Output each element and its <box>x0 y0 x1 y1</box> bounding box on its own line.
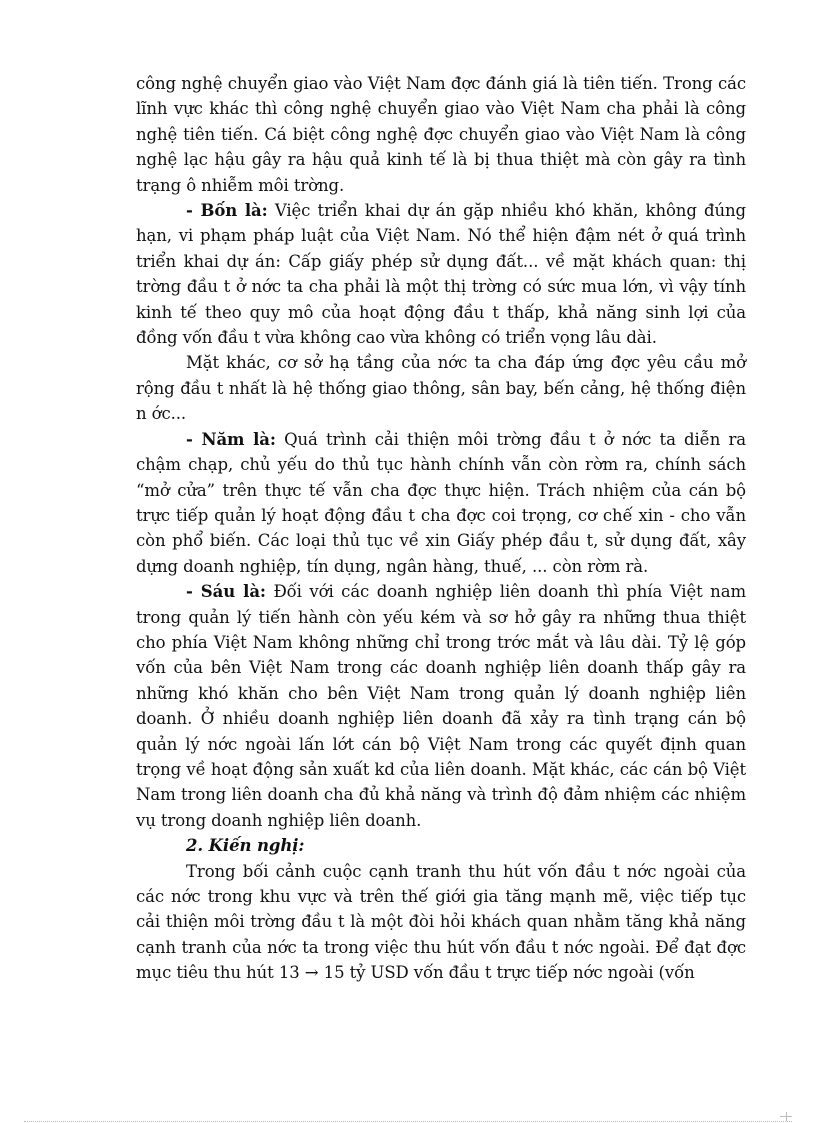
document-page <box>136 71 746 986</box>
paragraph-body-nam-la: Quá trình cải thiện môi trờng đầu t ở nớc ta diễn ra chậm chạp, chủ yếu do thủ tục hành chính vẫn còn rờm ra, chính sách “mở cửa” trên thực tế vẫn cha đợc thực hiện. Trách nhiệm của cán bộ trực tiếp quản lý hoạt động đầu t cha đợc coi trọng, cơ chế xin - cho vẫn còn phổ biến. Các loại thủ tục về xin Giấy phép đầu t, sử dụng đất, xây dựng doanh nghiệp, tín dụng, ngân hàng, thuế, ... còn rờm rà. <box>136 429 746 576</box>
paragraph-trong-boi-canh: Trong bối cảnh cuộc cạnh tranh thu hút vốn đầu t nớc ngoài của các nớc trong khu vực và trên thế giới gia tăng mạnh mẽ, việc tiếp tục cải thiện môi trờng đầu t là một đòi hỏi khách quan nhằm tăng khả năng cạnh tranh của nớc ta trong việc thu hút vốn đầu t nớc ngoài. Để đạt đợc mục tiêu thu hút 13 → 15 tỷ USD vốn đầu t trực tiếp nớc ngoài (vốn <box>136 861 746 983</box>
page-bottom-border <box>24 1121 792 1122</box>
paragraph-body-bon-la: Việc triển khai dự án gặp nhiều khó khăn, không đúng hạn, vi phạm pháp luật của Việt Nam. Nó thể hiện đậm nét ở quá trình triển khai dự án: Cấp giấy phép sử dụng đất... về mặt khách quan: thị trờng đầu t ở nớc ta cha phải là một thị trờng có sức mua lớn, vì vậy tính kinh tế theo quy mô của hoạt động đầu t thấp, khả năng sinh lợi của đồng vốn đầu t vừa không cao vừa không có triển vọng lâu dài. <box>136 201 746 348</box>
paragraph-body-sau-la: Đối với các doanh nghiệp liên doanh thì phía Việt nam trong quản lý tiến hành còn yếu kém và sơ hở gây ra những thua thiệt cho phía Việt Nam không những chỉ trong trớc mắt và lâu dài. Tỷ lệ góp vốn của bên Việt Nam trong các doanh nghiệp liên doanh thấp gây ra những khó khăn cho bên Việt Nam trong quản lý doanh nghiệp liên doanh. Ở nhiều doanh nghiệp liên doanh đã xảy ra tình trạng cán bộ quản lý nớc ngoài lấn lớt cán bộ Việt Nam trong các quyết định quan trọng về hoạt động sản xuất kd của liên doanh. Mặt khác, các cán bộ Việt Nam trong liên doanh cha đủ khả năng và trình độ đảm nhiệm các nhiệm vụ trong doanh nghiệp liên doanh. <box>136 582 746 830</box>
paragraph-nam-la <box>136 427 746 579</box>
paragraph-lead-bon-la: - Bốn là: <box>186 201 268 221</box>
page-corner-mark-horizontal <box>780 1116 792 1117</box>
section-heading-kien-nghi: 2. Kiến nghị: <box>186 836 305 856</box>
paragraph-1: công nghệ chuyển giao vào Việt Nam đợc đánh giá là tiên tiến. Trong các lĩnh vực khác thì công nghệ chuyển giao vào Việt Nam cha phải là công nghệ tiên tiến. Cá biệt công nghệ đợc chuyển giao vào Việt Nam là công nghệ lạc hậu gây ra hậu quả kinh tế là bị thua thiệt mà còn gây ra tình trạng ô nhiễm môi trờng. <box>136 74 746 195</box>
paragraph-bon-la <box>136 198 746 350</box>
paragraph-mat-khac: Mặt khác, cơ sở hạ tầng của nớc ta cha đáp ứng đợc yêu cầu mở rộng đầu t nhất là hệ thống giao thông, sân bay, bến cảng, hệ thống điện n ớc... <box>136 353 746 424</box>
paragraph-lead-sau-la: - Sáu là: <box>186 582 266 602</box>
paragraph-lead-nam-la: - Năm là: <box>186 429 276 449</box>
paragraph-sau-la <box>136 579 746 833</box>
